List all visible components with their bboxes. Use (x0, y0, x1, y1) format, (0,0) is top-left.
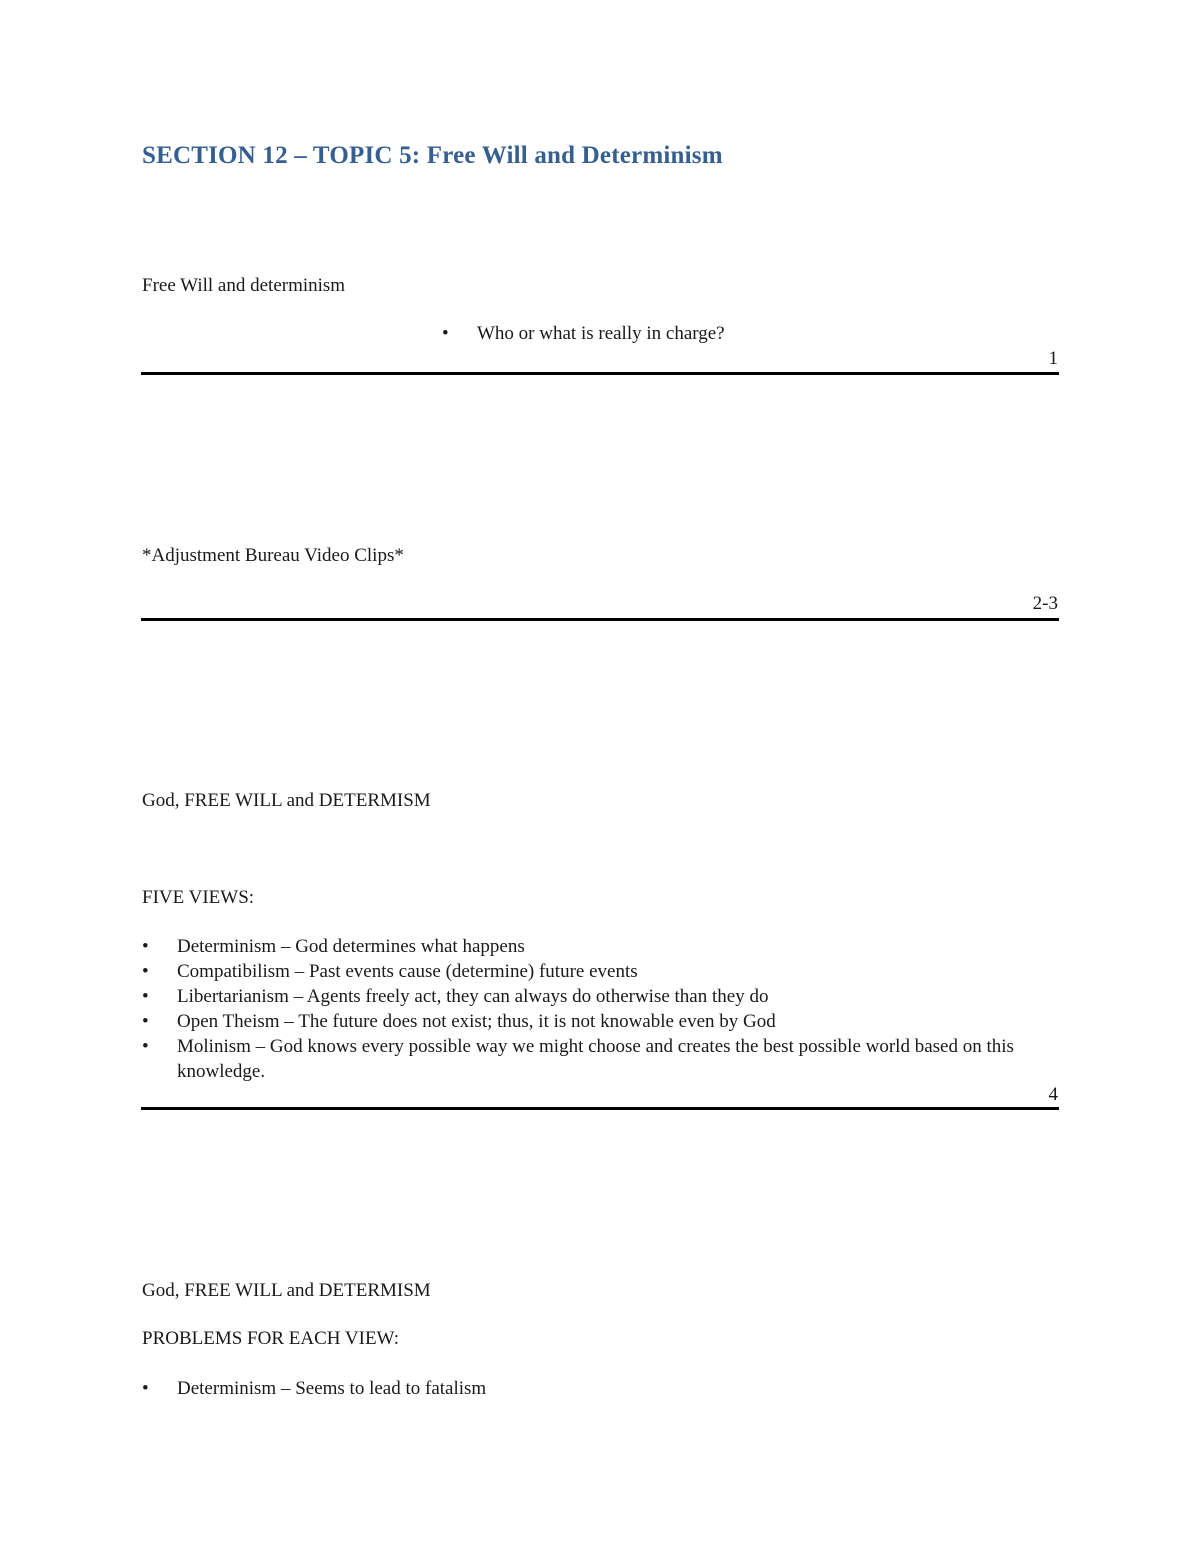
slide-4-page-number: 4 (1048, 1084, 1058, 1105)
list-item: • Compatibilism – Past events cause (determine) future events (142, 961, 638, 982)
slide-2-divider (141, 618, 1059, 621)
list-item: • Determinism – God determines what happens (142, 936, 525, 957)
bullet-icon: • (142, 1036, 149, 1057)
slide-2-text: *Adjustment Bureau Video Clips* (142, 545, 404, 566)
list-item: • Determinism – Seems to lead to fatalism (142, 1378, 487, 1399)
bullet-icon: • (142, 986, 149, 1007)
bullet-icon: • (442, 323, 449, 344)
bullet-icon: • (142, 936, 149, 957)
slide-5-list (142, 1376, 1022, 1401)
slide-1-bullet-text: Who or what is really in charge? (477, 323, 725, 344)
list-item: • Libertarianism – Agents freely act, they can always do otherwise than they do (142, 986, 769, 1007)
slide-5-heading: God, FREE WILL and DETERMISM (142, 1280, 431, 1301)
slide-4-list (142, 934, 1022, 1084)
list-item: • Open Theism – The future does not exist; thus, it is not knowable even by God (142, 1011, 776, 1032)
slide-1-heading: Free Will and determinism (142, 275, 346, 296)
slide-5-subheading: PROBLEMS FOR EACH VIEW: (142, 1328, 400, 1349)
list-item: • Molinism – God knows every possible way we might choose and creates the best possible world based on this knowledge. (142, 1036, 1014, 1082)
slide-4-subheading: FIVE VIEWS: (142, 887, 255, 908)
bullet-icon: • (142, 961, 149, 982)
bullet-icon: • (142, 1011, 149, 1032)
slide-1-divider (141, 372, 1059, 375)
slide-4-heading: God, FREE WILL and DETERMISM (142, 790, 431, 811)
slide-2-page-number: 2-3 (1032, 593, 1058, 614)
page-title: SECTION 12 – TOPIC 5: Free Will and Determinism (142, 142, 723, 169)
slide-4-divider (141, 1107, 1059, 1110)
slide-1-page-number: 1 (1048, 348, 1058, 369)
bullet-icon: • (142, 1378, 149, 1399)
